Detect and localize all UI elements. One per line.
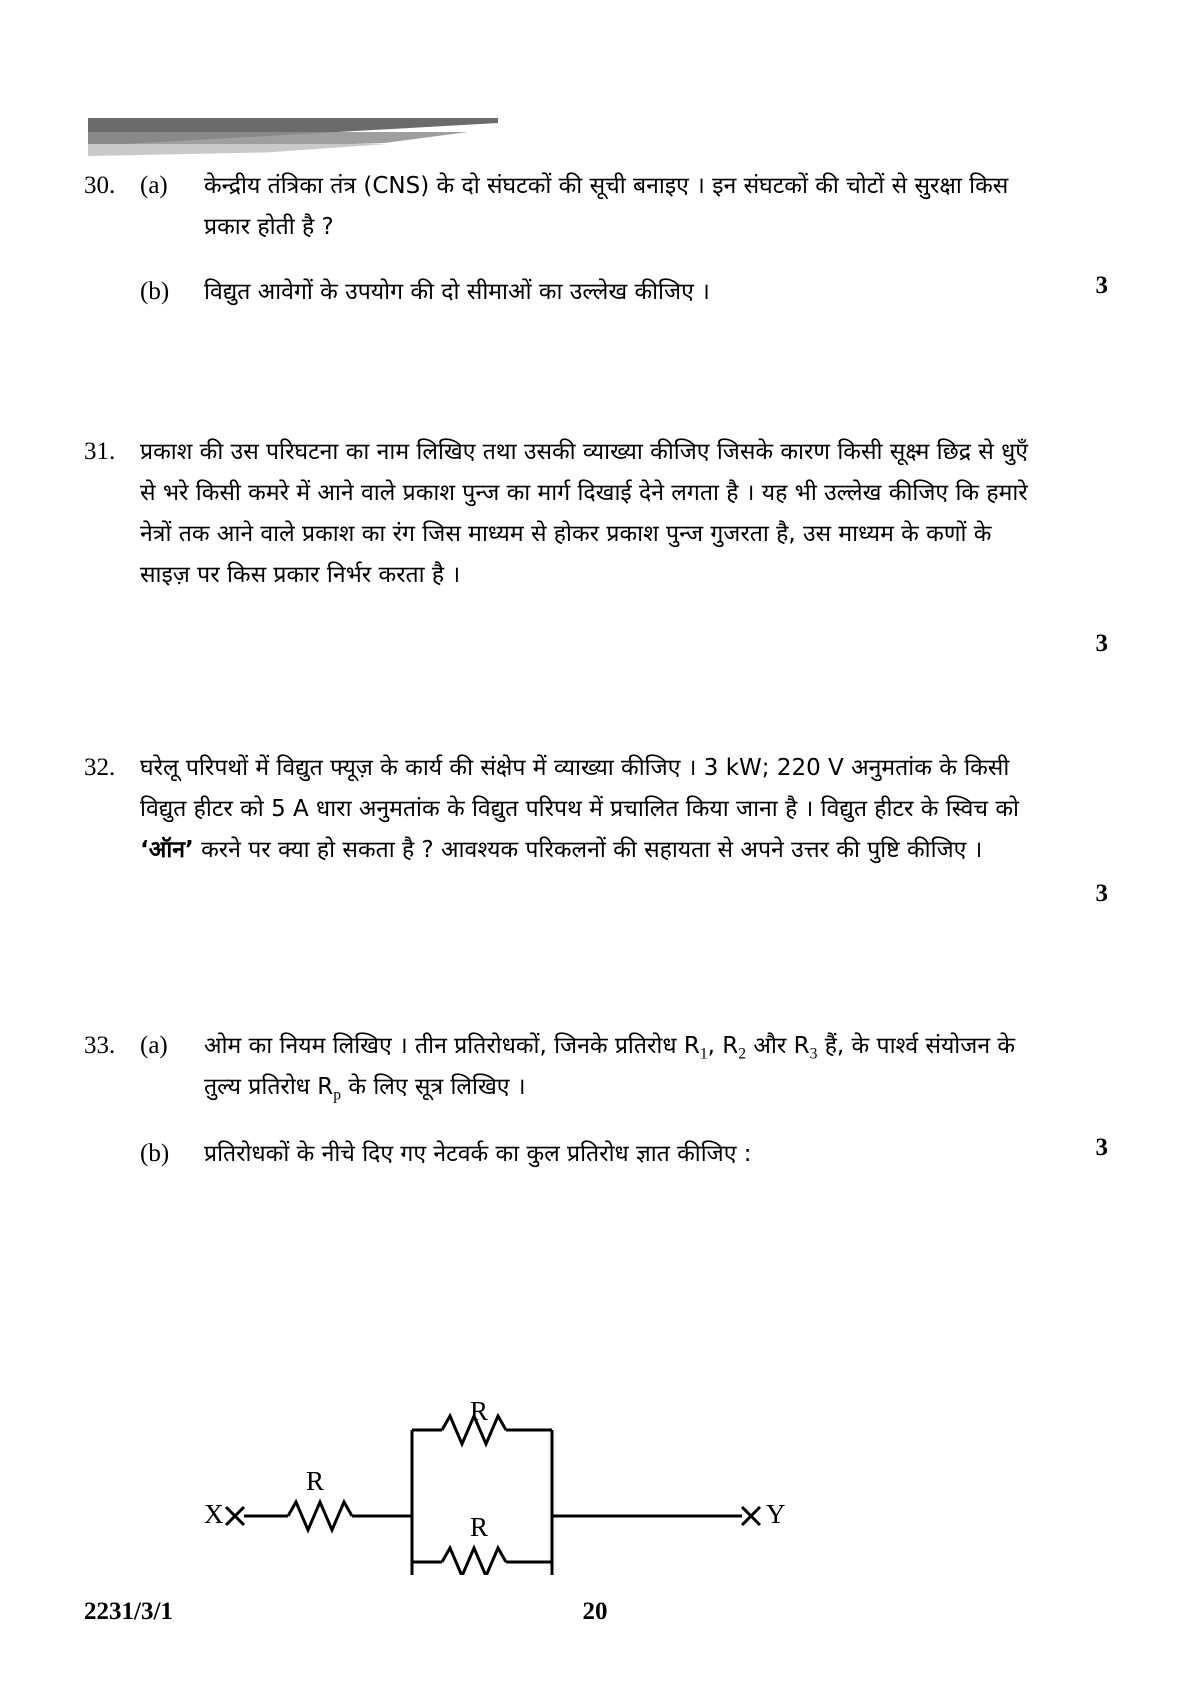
- question-32-text-before-bold: घरेलू परिपथों में विद्युत फ्यूज़ के कार्य की संक्षेप में व्याख्या कीजिए । 3 kW; 220 V अनुमतांक के किसी विद्युत हीटर को 5 A धारा अनुमतांक के विद्युत परिपथ में प्रचालित किया जाना है । विद्युत हीटर के स्विच को: [140, 755, 1019, 822]
- q33a-subscript-p: p: [333, 1086, 342, 1104]
- q33a-seg1: ओम का नियम लिखिए । तीन प्रतिरोधकों, जिनके प्रतिरोध R: [204, 1033, 700, 1059]
- circuit-svg: [170, 1390, 810, 1575]
- paper-code: 2231/3/1: [84, 1598, 173, 1625]
- question-32: [84, 748, 1108, 907]
- question-32-bold-word: ‘ऑन’: [140, 836, 194, 863]
- header-swoosh-decoration: [88, 118, 508, 160]
- question-31-marks: 3: [1095, 630, 1108, 657]
- terminal-label-x: X: [204, 1499, 224, 1529]
- question-33-marks: 3: [1095, 1133, 1108, 1161]
- question-33-number: 33.: [84, 1032, 116, 1059]
- question-33: [84, 1026, 1108, 1175]
- question-33-part-b-label: (b): [140, 1139, 170, 1167]
- terminal-marker-x: [226, 1507, 244, 1525]
- page-number: 20: [582, 1598, 608, 1625]
- question-33-part-a: [84, 1026, 1104, 1108]
- question-31-text: प्रकाश की उस परिघटना का नाम लिखिए तथा उसकी व्याख्या कीजिए जिसके कारण किसी सूक्ष्म छिद्र से धुएँ से भरे किसी कमरे में आने वाले प्रकाश पुन्ज का मार्ग दिखाई देने लगता है । यह भी उल्लेख कीजिए कि हमारे नेत्रों तक आने वाले प्रकाश का रंग जिस माध्यम से होकर प्रकाश पुन्ज गुजरता है, उस माध्यम के कणों के साइज़ पर किस प्रकार निर्भर करता है ।: [140, 439, 1028, 588]
- question-30: [84, 166, 1108, 313]
- question-30-part-a-text: केन्द्रीय तंत्रिका तंत्र (CNS) के दो संघटकों की सूची बनाइए । इन संघटकों की चोटों से सुरक्षा किस प्रकार होती है ?: [204, 173, 1009, 240]
- series-resistor-symbol: [288, 1502, 352, 1530]
- q33a-subscript-1: 1: [699, 1045, 708, 1063]
- question-33-part-a-label: (a): [140, 1032, 168, 1059]
- question-33-part-a-text: [204, 1026, 1049, 1108]
- q33a-seg4: हैं, के पार्श्व संयोजन के तुल्य प्रतिरोध R: [204, 1033, 1016, 1100]
- question-30-marks: 3: [1095, 271, 1108, 299]
- question-32-row: [84, 748, 1108, 907]
- swoosh-light-band: [88, 144, 388, 156]
- question-31-number: 31.: [84, 438, 116, 465]
- q33a-subscript-2: 2: [738, 1045, 747, 1063]
- question-32-text: [140, 748, 1045, 871]
- q33a-seg5: के लिए सूत्र लिखिए ।: [341, 1073, 526, 1100]
- bottom-resistor-symbol: [442, 1548, 506, 1575]
- bottom-resistor-label: R: [470, 1512, 489, 1542]
- question-30-number: 30.: [84, 172, 116, 199]
- question-31: [84, 432, 1108, 657]
- series-resistor-label: R: [306, 1466, 325, 1496]
- question-32-text-after-bold: करने पर क्या हो सकता है ? आवश्यक परिकलनों की सहायता से अपने उत्तर की पुष्टि कीजिए ।: [193, 836, 983, 863]
- question-31-row: [84, 432, 1108, 657]
- question-30-part-b-label: (b): [140, 277, 170, 305]
- question-30-part-b-text: विद्युत आवेगों के उपयोग की दो सीमाओं का उल्लेख कीजिए ।: [204, 278, 710, 305]
- q33a-seg2: , R: [707, 1033, 739, 1059]
- question-30-part-a: [84, 166, 1104, 248]
- resistor-network-diagram: [170, 1390, 810, 1575]
- q33a-seg3: और R: [746, 1033, 810, 1059]
- question-30-part-a-label: (a): [140, 172, 168, 199]
- question-32-number: 32.: [84, 754, 116, 781]
- question-33-part-b: [84, 1133, 1108, 1175]
- question-30-part-b: [84, 271, 1108, 313]
- terminal-label-y: Y: [766, 1499, 786, 1529]
- top-resistor-label: R: [470, 1396, 489, 1426]
- question-33-part-b-text: प्रतिरोधकों के नीचे दिए गए नेटवर्क का कुल प्रतिरोध ज्ञात कीजिए :: [204, 1140, 752, 1167]
- question-32-marks: 3: [1095, 880, 1108, 907]
- q33a-subscript-3: 3: [809, 1045, 818, 1063]
- terminal-marker-y: [742, 1507, 760, 1525]
